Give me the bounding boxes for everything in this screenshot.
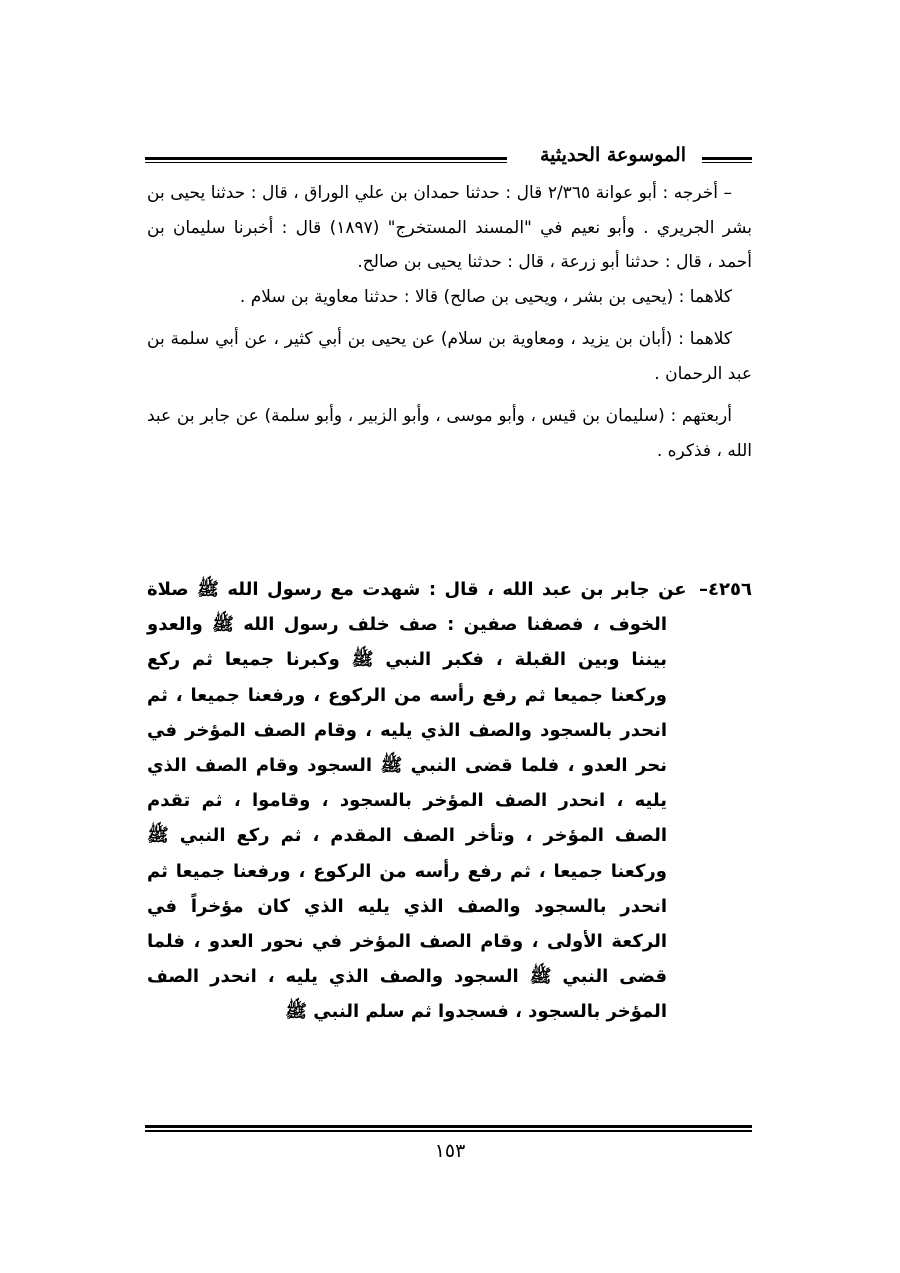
takhrij-section [147,176,752,476]
running-header [145,140,752,174]
takhrij-paragraph: كلاهما : (يحيى بن بشر ، ويحيى بن صالح) قالا : حدثنا معاوية بن سلام . [239,286,732,307]
takhrij-paragraph: – أخرجه : أبو عوانة ٢/٣٦٥ قال : حدثنا حمدان بن علي الوراق ، قال : حدثنا يحيى بن بشر الجريري . وأبو نعيم في "المسند المستخرج" (١٨٩٧) قال : أخبرنا سليمان بن أحمد ، قال : حدثنا أبو زرعة ، قال : حدثنا يحيى بن صالح. [147,183,752,272]
takhrij-paragraph: كلاهما : (أبان بن يزيد ، ومعاوية بن سلام) عن يحيى بن أبي كثير ، عن أبي سلمة بن عبد الرحمان . [147,329,752,384]
hadith-text: عن جابر بن عبد الله ، قال : شهدت مع رسول الله ﷺ صلاة الخوف ، فصفنا صفين : صف خلف رسول الله ﷺ والعدو بيننا وبين القبلة ، فكبر النبي ﷺ وكبرنا جميعا ثم ركع وركعنا جميعا ثم رفع رأسه من الركوع ، ورفعنا جميعا ، ثم انحدر بالسجود والصف الذي يليه ، وقام الصف المؤخر في نحر العدو ، فلما قضى النبي ﷺ السجود وقام الصف الذي يليه ، انحدر الصف المؤخر بالسجود ، وقاموا ، ثم تقدم الصف المؤخر ، وتأخر الصف المقدم ، ثم ركع النبي ﷺ وركعنا جميعا ، ثم رفع رأسه من الركوع ، ورفعنا جميعا ثم انحدر بالسجود والصف الذي يليه الذي كان مؤخراً في الركعة الأولى ، وقام الصف المؤخر في نحور العدو ، فلما قضى النبي ﷺ السجود والصف الذي يليه ، انحدر الصف المؤخر بالسجود ، فسجدوا ثم سلم النبي ﷺ [147,579,687,1023]
hadith-paragraph [147,572,752,1030]
header-rule-left [145,157,507,163]
hadith-number: ٤٢٥٦– [699,579,752,600]
hadith-section [147,572,752,1030]
footer-rule [145,1125,752,1132]
header-title: الموسوعة الحديثية [540,144,686,166]
page-number: ١٥٣ [434,1140,466,1162]
takhrij-paragraph: أربعتهم : (سليمان بن قيس ، وأبو موسى ، وأبو الزبير ، وأبو سلمة) عن جابر بن عبد الله ، فذكره . [147,406,752,461]
header-rule-right [702,157,752,163]
